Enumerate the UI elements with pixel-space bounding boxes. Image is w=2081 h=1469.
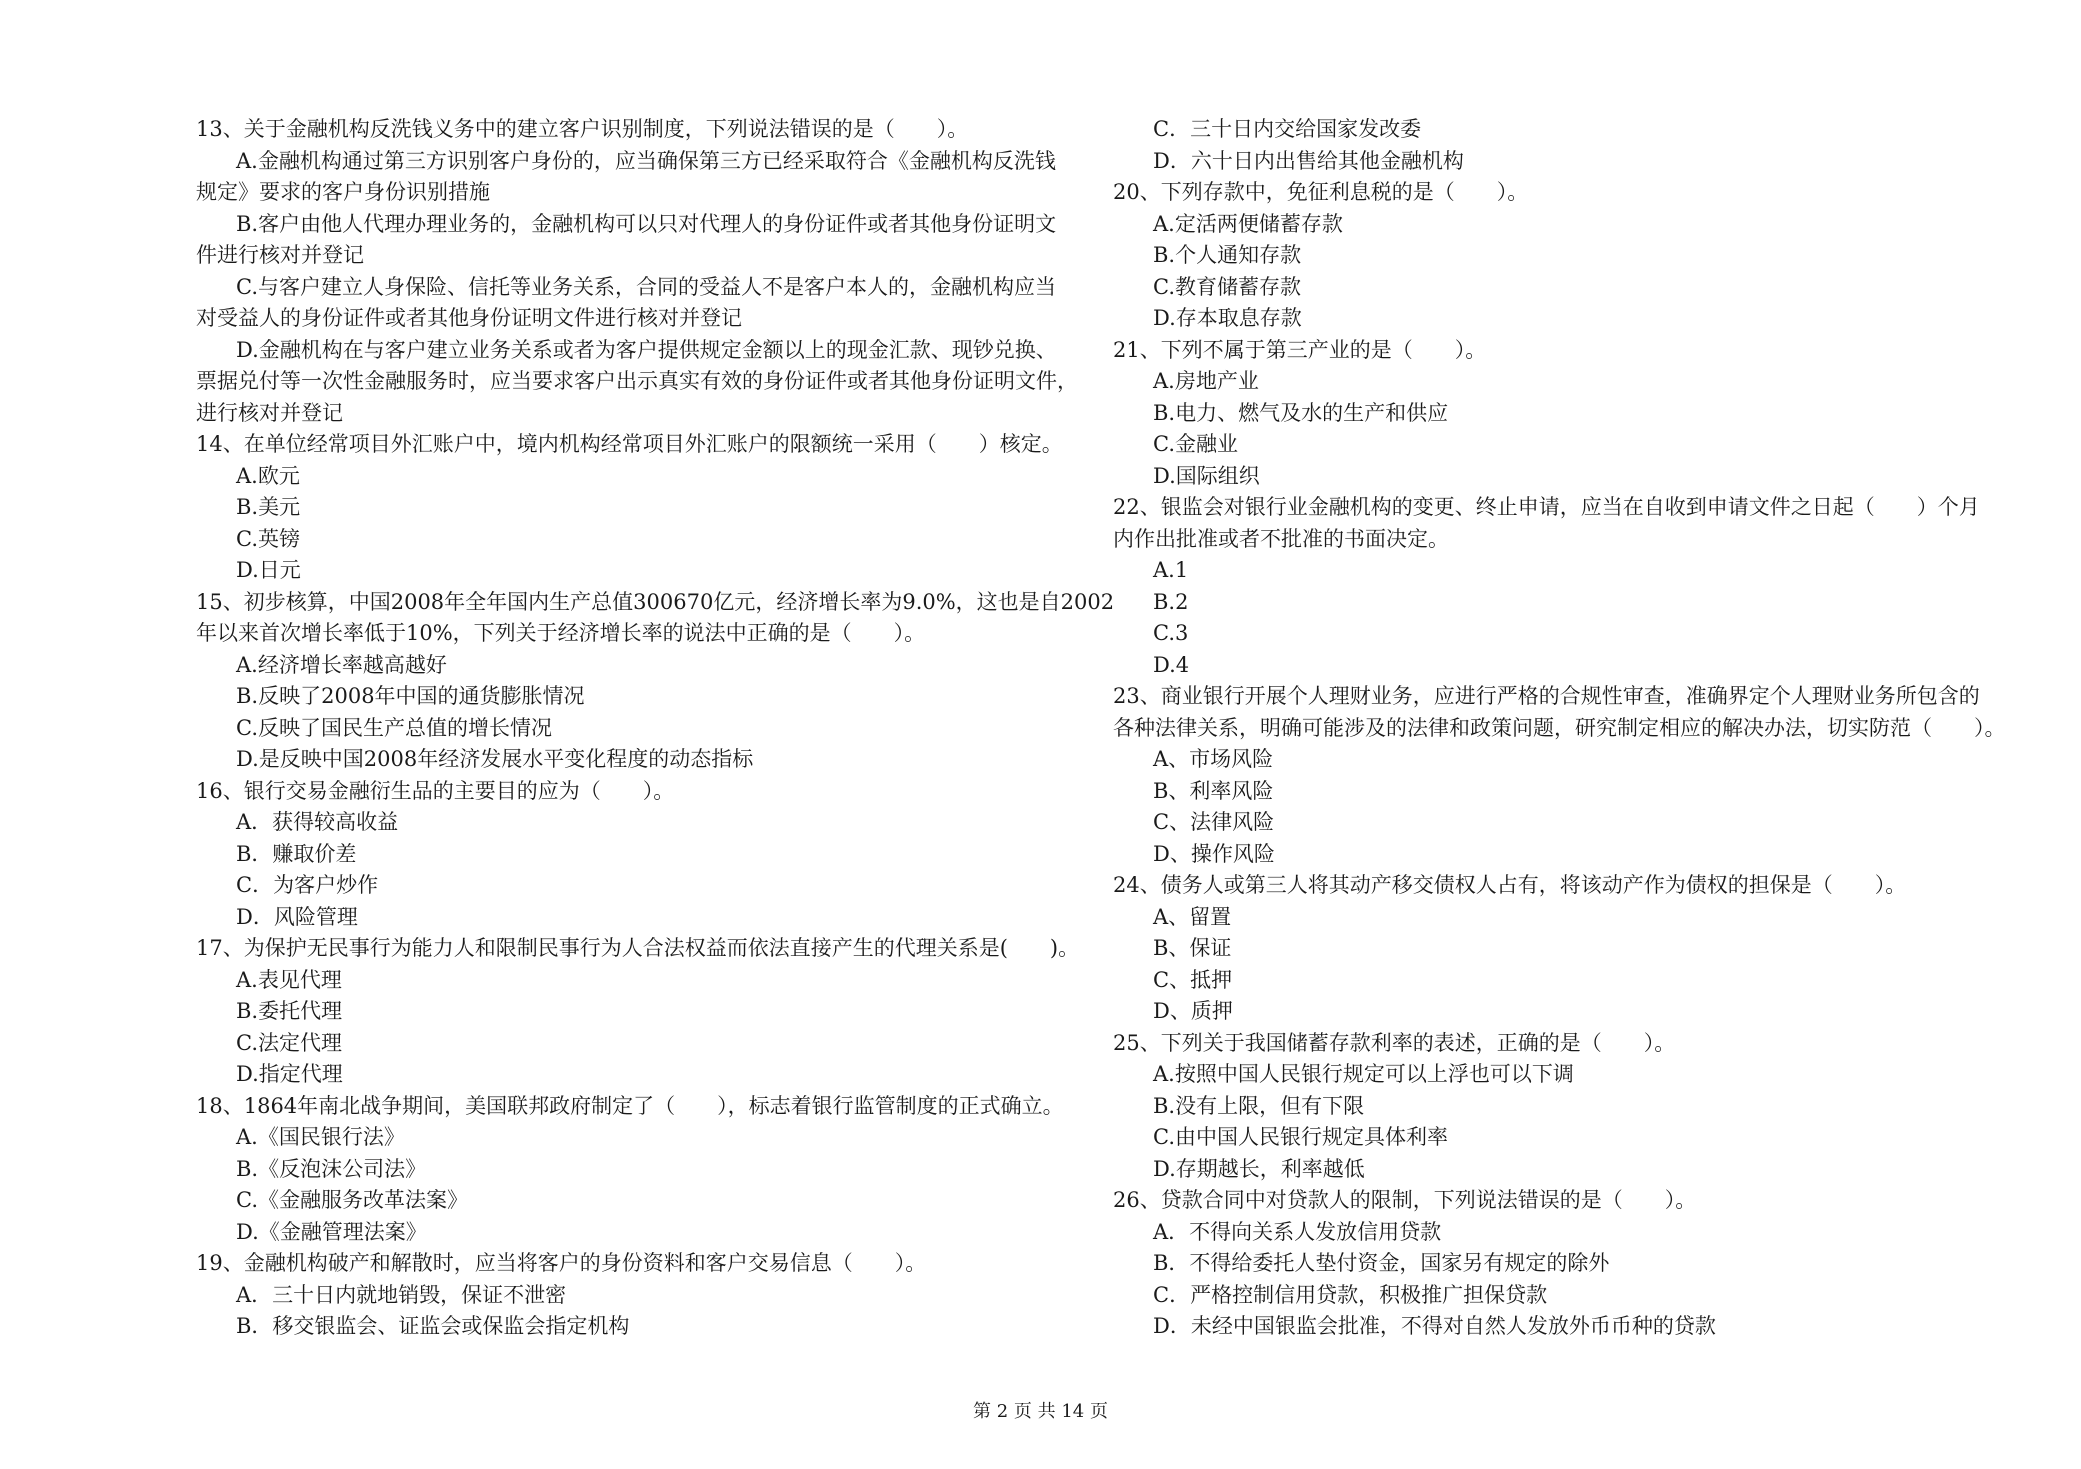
option-text: B.电力、燃气及水的生产和供应 [1153, 400, 1449, 425]
option-text: A.表见代理 [236, 967, 342, 992]
option-text: D.指定代理 [236, 1062, 343, 1086]
page-footer: 第 2 页 共 14 页 [973, 1401, 1108, 1422]
option-text: C、抵押 [1153, 967, 1233, 992]
option-text: D.是反映中国2008年经济发展水平变化程度的动态指标 [236, 747, 754, 771]
option-text: A．获得较高收益 [236, 810, 399, 834]
option-text: A．不得向关系人发放信用贷款 [1153, 1219, 1442, 1244]
option-text: C．为客户炒作 [236, 873, 379, 897]
question-text: 21、下列不属于第三产业的是（ ）。 [1113, 337, 1487, 362]
option-text: C.由中国人民银行规定具体利率 [1153, 1125, 1448, 1149]
option-text: A、市场风险 [1153, 747, 1274, 771]
question-text: 16、银行交易金融衍生品的主要目的应为（ ）。 [196, 778, 675, 803]
left-column [196, 114, 1115, 1343]
question-text: 13、关于金融机构反洗钱义务中的建立客户识别制度，下列说法错误的是（ ）。 [196, 117, 969, 141]
option-text: B．赚取价差 [236, 841, 357, 866]
option-text: B.美元 [236, 495, 301, 519]
option-text: B.委托代理 [236, 999, 343, 1023]
option-text: A.房地产业 [1153, 369, 1259, 393]
option-text: B.2 [1153, 589, 1189, 614]
option-text: D.金融机构在与客户建立业务关系或者为客户提供规定金额以上的现金汇款、现钞兑换、 [236, 337, 1057, 362]
question-text: 15、初步核算，中国2008年全年国内生产总值300670亿元，经济增长率为9.0%，这也是自2002 [196, 589, 1115, 614]
option-text: D、操作风险 [1153, 841, 1275, 866]
option-text: A.按照中国人民银行规定可以上浮也可以下调 [1153, 1062, 1574, 1086]
option-text: D.《金融管理法案》 [236, 1219, 427, 1244]
option-continuation: 规定》要求的客户身份识别措施 [196, 180, 490, 204]
option-continuation: 进行核对并登记 [196, 400, 343, 425]
question-text: 20、下列存款中，免征利息税的是（ ）。 [1113, 180, 1529, 204]
option-text: A．三十日内就地销毁，保证不泄密 [236, 1282, 567, 1307]
option-text: B.没有上限，但有下限 [1153, 1093, 1365, 1118]
question-text: 19、金融机构破产和解散时，应当将客户的身份资料和客户交易信息（ ）。 [196, 1251, 927, 1275]
option-continuation: 件进行核对并登记 [196, 243, 364, 267]
option-text: D、质押 [1153, 999, 1233, 1023]
option-text: D.国际组织 [1153, 463, 1260, 488]
option-text: D.存本取息存款 [1153, 306, 1302, 330]
option-text: C.英镑 [236, 526, 300, 551]
option-text: C．严格控制信用贷款，积极推广担保贷款 [1153, 1282, 1548, 1307]
option-text: A.金融机构通过第三方识别客户身份的，应当确保第三方已经采取符合《金融机构反洗钱 [236, 148, 1056, 173]
question-text: 26、贷款合同中对贷款人的限制，下列说法错误的是（ ）。 [1113, 1188, 1697, 1212]
option-text: C．三十日内交给国家发改委 [1153, 117, 1422, 141]
question-continuation: 年以来首次增长率低于10%，下列关于经济增长率的说法中正确的是（ ）。 [196, 621, 926, 645]
question-text: 14、在单位经常项目外汇账户中，境内机构经常项目外汇账户的限额统一采用（ ）核定。 [196, 432, 1063, 456]
question-text: 24、债务人或第三人将其动产移交债权人占有，将该动产作为债权的担保是（ ）。 [1113, 873, 1907, 897]
option-text: C、法律风险 [1153, 810, 1275, 834]
option-text: C.教育储蓄存款 [1153, 274, 1301, 299]
question-text: 25、下列关于我国储蓄存款利率的表述，正确的是（ ）。 [1113, 1030, 1676, 1055]
option-continuation: 对受益人的身份证件或者其他身份证明文件进行核对并登记 [196, 306, 742, 330]
option-text: A、留置 [1153, 904, 1232, 929]
option-text: B.《反泡沫公司法》 [236, 1156, 427, 1181]
question-continuation: 各种法律关系，明确可能涉及的法律和政策问题，研究制定相应的解决办法，切实防范（ ）。 [1113, 715, 2006, 740]
right-column [1113, 114, 2006, 1343]
option-text: A.经济增长率越高越好 [236, 652, 447, 677]
question-text: 23、商业银行开展个人理财业务，应进行严格的合规性审查，准确界定个人理财业务所包含的 [1113, 684, 1980, 708]
question-text: 18、1864年南北战争期间，美国联邦政府制定了（ ），标志着银行监管制度的正式确立。 [196, 1093, 1064, 1118]
option-text: A.《国民银行法》 [236, 1125, 405, 1149]
option-text: C.与客户建立人身保险、信托等业务关系，合同的受益人不是客户本人的，金融机构应当 [236, 274, 1056, 299]
option-text: B.个人通知存款 [1153, 243, 1302, 267]
option-text: A.欧元 [236, 463, 300, 488]
option-text: D.存期越长，利率越低 [1153, 1156, 1365, 1181]
option-text: D．风险管理 [236, 904, 358, 929]
option-text: C.3 [1153, 621, 1189, 645]
option-text: B．不得给委托人垫付资金，国家另有规定的除外 [1153, 1251, 1610, 1275]
option-continuation: 票据兑付等一次性金融服务时，应当要求客户出示真实有效的身份证件或者其他身份证明文件， [196, 369, 1078, 393]
question-text: 22、银监会对银行业金融机构的变更、终止申请，应当在自收到申请文件之日起（ ）个月 [1113, 495, 1980, 519]
option-text: C.反映了国民生产总值的增长情况 [236, 715, 552, 740]
option-text: D.4 [1153, 652, 1190, 677]
option-text: C.《金融服务改革法案》 [236, 1188, 468, 1212]
question-text: 17、为保护无民事行为能力人和限制民事行为人合法权益而依法直接产生的代理关系是( )。 [196, 936, 1080, 960]
option-text: D.日元 [236, 558, 301, 582]
option-text: C.金融业 [1153, 432, 1238, 456]
option-text: C.法定代理 [236, 1030, 342, 1055]
option-text: B、保证 [1153, 936, 1232, 960]
option-text: D．未经中国银监会批准，不得对自然人发放外币币种的贷款 [1153, 1314, 1716, 1338]
option-text: B.反映了2008年中国的通货膨胀情况 [236, 684, 585, 708]
option-text: B、利率风险 [1153, 778, 1274, 803]
option-text: B．移交银监会、证监会或保监会指定机构 [236, 1314, 630, 1338]
option-text: A.定活两便储蓄存款 [1153, 211, 1343, 236]
option-text: B.客户由他人代理办理业务的，金融机构可以只对代理人的身份证件或者其他身份证明文 [236, 211, 1057, 236]
option-text: A.1 [1153, 558, 1189, 582]
option-text: D．六十日内出售给其他金融机构 [1153, 148, 1464, 173]
question-continuation: 内作出批准或者不批准的书面决定。 [1113, 526, 1449, 551]
